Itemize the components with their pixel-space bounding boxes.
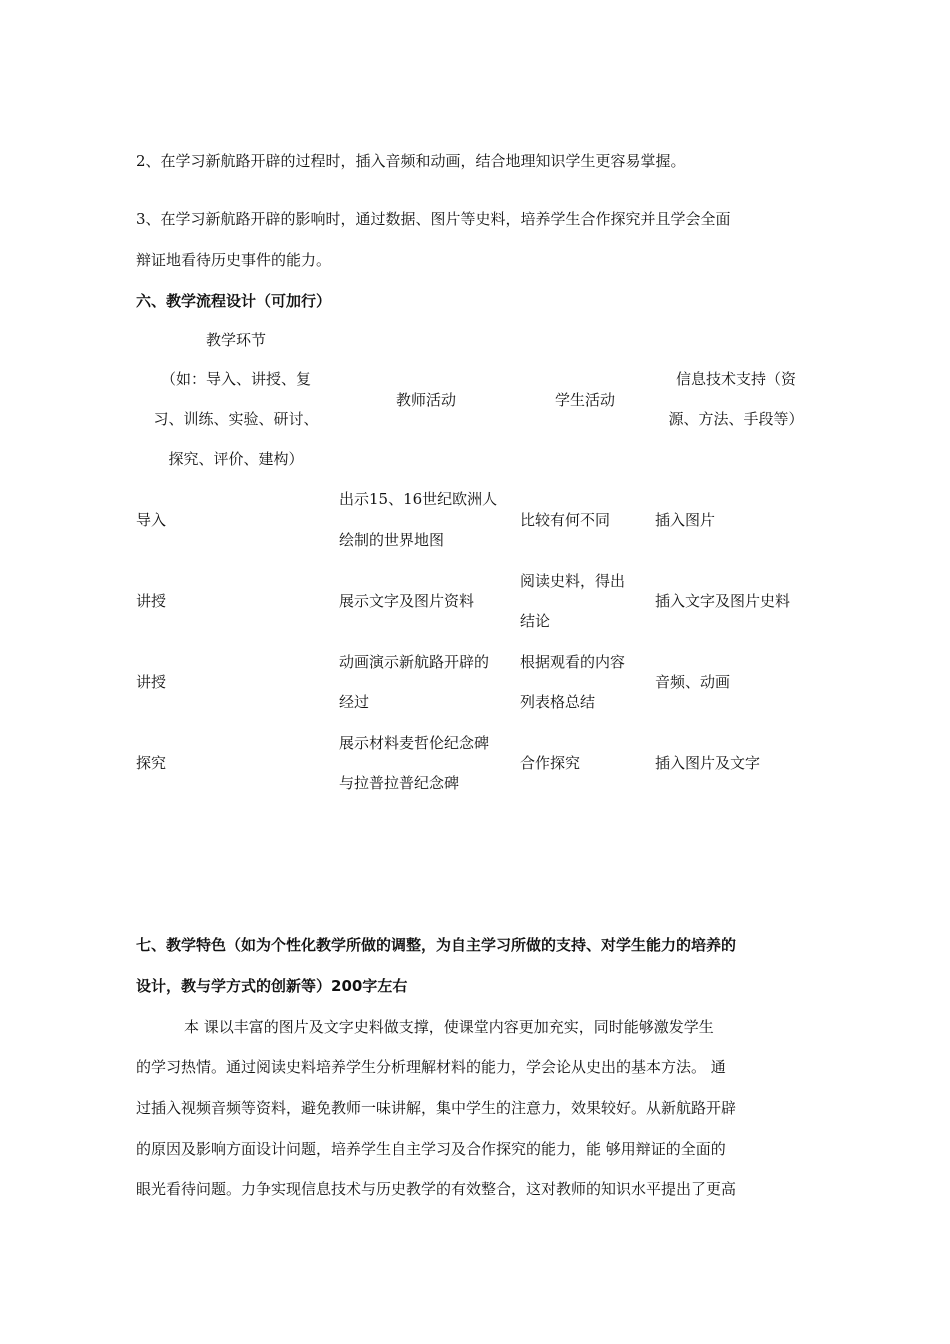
header-stage-line-4: 探究、评价、建构） [168, 450, 304, 468]
row-3-teacher-line-2: 经过 [339, 693, 370, 711]
header-stage-line-3: 习、训练、实验、研讨、 [153, 410, 319, 428]
row-3-stage: 讲授 [136, 673, 167, 691]
row-4-stage: 探究 [136, 754, 167, 772]
section-7-body-line-3: 过插入视频音频等资料，避免教师一味讲解，集中学生的注意力，效果较好。从新航路开辟 [136, 1099, 737, 1117]
header-student-activity: 学生活动 [554, 391, 615, 409]
row-2-student-line-1: 阅读史料，得出 [520, 572, 626, 590]
row-2-student-line-2: 结论 [520, 612, 551, 630]
section-7-body-line-1: 本 课以丰富的图片及文字史料做支撑，使课堂内容更加充实，同时能够激发学生 [184, 1018, 714, 1036]
header-teacher-activity: 教师活动 [395, 391, 456, 409]
section-6-heading: 六、教学流程设计（可加行） [136, 292, 332, 310]
header-stage-line-1: 教学环节 [205, 331, 266, 349]
row-3-teacher-line-1: 动画演示新航路开辟的 [339, 653, 490, 671]
section-7-body-line-2: 的学习热情。通过阅读史料培养学生分析理解材料的能力，学会论从史出的基本方法。 通 [136, 1058, 726, 1076]
item-3-line-2: 辩证地看待历史事件的能力。 [136, 251, 332, 269]
row-4-tech: 插入图片及文字 [655, 754, 761, 772]
header-tech-line-1: 信息技术支持（资 [675, 370, 796, 388]
row-1-student: 比较有何不同 [520, 511, 611, 529]
row-4-teacher-line-1: 展示材料麦哲伦纪念碑 [339, 734, 490, 752]
row-4-teacher-line-2: 与拉普拉普纪念碑 [339, 774, 460, 792]
row-3-student-line-2: 列表格总结 [520, 693, 596, 711]
row-2-teacher: 展示文字及图片资料 [339, 592, 475, 610]
header-tech-line-2: 源、方法、手段等） [668, 410, 804, 428]
section-7-heading-line-2: 设计，教与学方式的创新等）200字左右 [136, 977, 408, 995]
item-2: 2、在学习新航路开辟的过程时，插入音频和动画，结合地理知识学生更容易掌握。 [136, 152, 686, 170]
item-3-line-1: 3、在学习新航路开辟的影响时，通过数据、图片等史料，培养学生合作探究并且学会全面 [136, 210, 731, 228]
row-3-tech: 音频、动画 [655, 673, 731, 691]
row-2-tech: 插入文字及图片史料 [655, 592, 791, 610]
section-7-body-line-4: 的原因及影响方面设计问题，培养学生自主学习及合作探究的能力，能 够用辩证的全面的 [136, 1140, 726, 1158]
section-7-heading-line-1: 七、教学特色（如为个性化教学所做的调整，为自主学习所做的支持、对学生能力的培养的 [136, 936, 737, 954]
row-4-student: 合作探究 [520, 754, 581, 772]
row-1-stage: 导入 [136, 511, 167, 529]
row-1-teacher-line-2: 绘制的世界地图 [339, 531, 445, 549]
section-7-body-line-5: 眼光看待问题。力争实现信息技术与历史教学的有效整合，这对教师的知识水平提出了更高 [136, 1180, 737, 1198]
header-stage-line-2: （如：导入、讲授、复 [160, 370, 311, 388]
row-2-stage: 讲授 [136, 592, 167, 610]
row-1-tech: 插入图片 [655, 511, 716, 529]
row-3-student-line-1: 根据观看的内容 [520, 653, 626, 671]
row-1-teacher-line-1: 出示15、16世纪欧洲人 [339, 490, 498, 508]
